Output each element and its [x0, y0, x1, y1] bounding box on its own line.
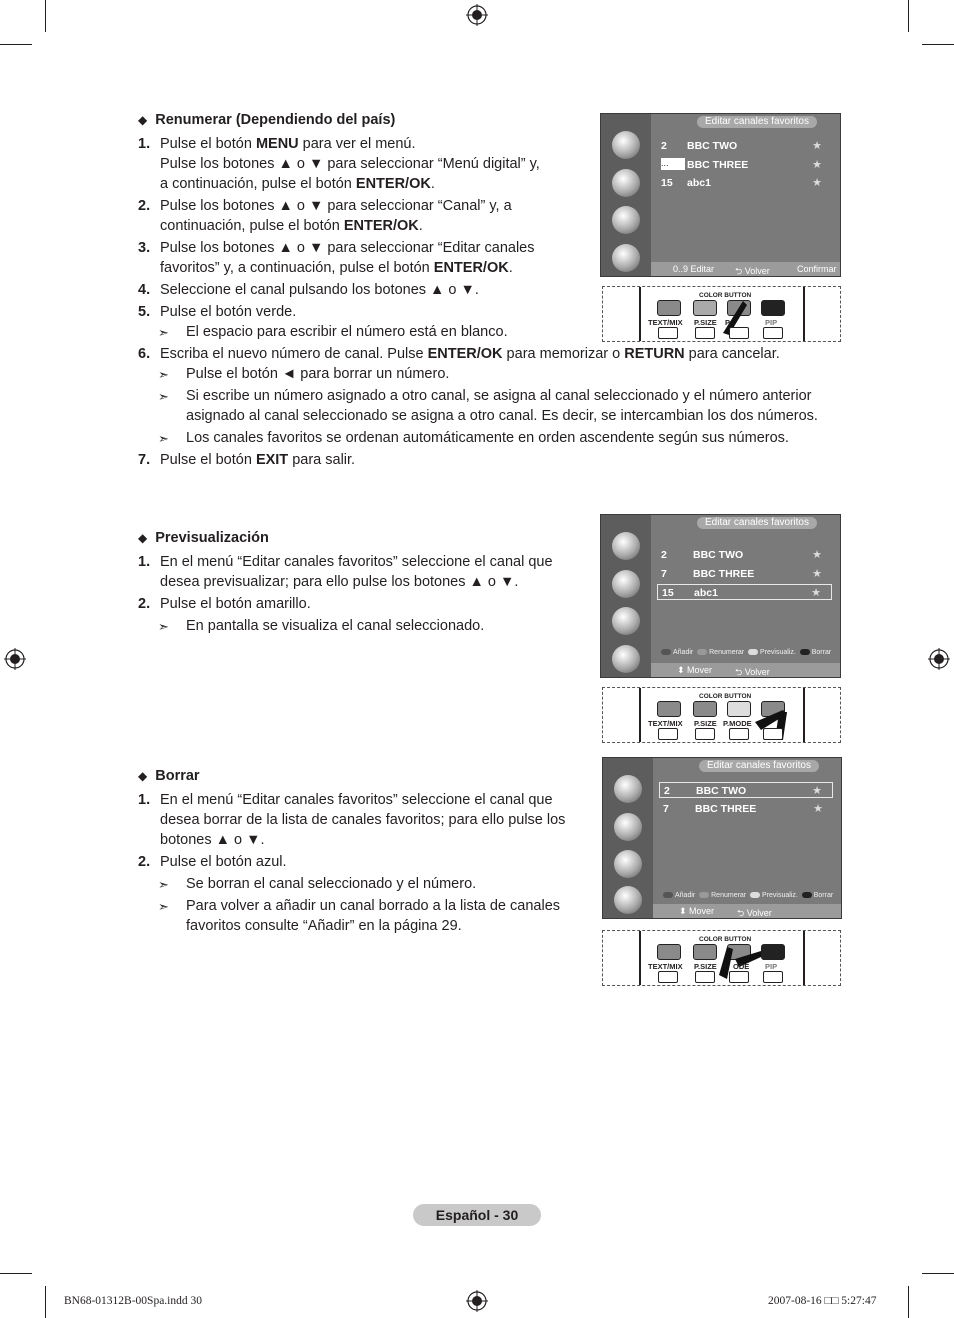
- red-button[interactable]: [657, 300, 681, 316]
- step: 1. En el menú “Editar canales favoritos” seleccione el canal que desea previsualizar; para ello pulse los botones ▲ o ▼.: [138, 554, 553, 590]
- tv-menu-screen: [600, 514, 841, 678]
- registration-mark-icon: [4, 648, 26, 670]
- picture-menu-icon: [614, 775, 642, 803]
- step: 5. Pulse el botón verde.: [138, 304, 297, 320]
- diamond-bullet-icon: ◆: [138, 531, 148, 545]
- channel-row[interactable]: ... BBC THREE ★: [661, 158, 822, 171]
- yellow-key-icon: [748, 649, 758, 655]
- setup-menu-icon: [612, 206, 640, 234]
- red-key-icon: [663, 892, 673, 898]
- note-arrow-icon: ➣: [158, 877, 169, 892]
- channel-row[interactable]: 7 BBC THREE ★: [663, 803, 823, 815]
- setup-menu-icon: [612, 607, 640, 635]
- star-icon: ★: [812, 549, 822, 561]
- color-legend: Añadir Renumerar Previsualiz. Borrar: [663, 892, 837, 899]
- crop-mark: [0, 44, 32, 45]
- channel-row-selected[interactable]: 15 abc1 ★: [657, 584, 832, 600]
- channel-row[interactable]: 7 BBC THREE ★: [661, 568, 822, 580]
- date-slug: 2007-08-16 □□ 5:27:47: [768, 1295, 877, 1307]
- remote-control-panel: COLOR BUTTON TEXT/MIX P.SIZE ODE PIP: [602, 930, 841, 986]
- note-arrow-icon: ➣: [158, 431, 169, 446]
- star-icon: ★: [813, 803, 823, 815]
- menu-footer: ⬍ Mover ⮌ Volver: [653, 904, 841, 918]
- channel-row[interactable]: 2 BBC TWO ★: [661, 549, 822, 561]
- note: ➣ Si escribe un número asignado a otro canal, se asigna al canal seleccionado y el número anterior asignado al canal seleccionado se asigna a otro canal. Es decir, se intercambian los dos números.: [158, 388, 818, 424]
- input-menu-icon: [614, 886, 642, 914]
- setup-menu-icon: [614, 850, 642, 878]
- step: 6. Escriba el nuevo número de canal. Pulse ENTER/OK para memorizar o RETURN para cancelar.: [138, 346, 780, 362]
- channel-row[interactable]: 15 abc1 ★: [661, 177, 822, 189]
- section-previsualizacion: [138, 528, 588, 636]
- sound-menu-icon: [614, 813, 642, 841]
- red-button[interactable]: [657, 944, 681, 960]
- star-icon: ★: [812, 140, 822, 152]
- note: ➣ En pantalla se visualiza el canal seleccionado.: [138, 616, 588, 636]
- step: 1. En el menú “Editar canales favoritos” seleccione el canal que desea borrar de la lista de canales favoritos; para ello pulse los botones ▲ o ▼.: [138, 792, 566, 848]
- crop-mark: [908, 0, 909, 32]
- color-legend: Añadir Renumerar Previsualiz. Borrar: [661, 649, 836, 656]
- blue-key-icon: [800, 649, 810, 655]
- blue-key-icon: [802, 892, 812, 898]
- note: ➣ Se borran el canal seleccionado y el número.: [138, 874, 588, 894]
- red-key-icon: [661, 649, 671, 655]
- note: ➣ Pulse el botón ◄ para borrar un número.: [138, 364, 858, 384]
- crop-mark: [922, 1273, 954, 1274]
- file-slug: BN68-01312B-00Spa.indd 30: [64, 1295, 202, 1307]
- section-heading: ◆ Previsualización: [138, 530, 269, 546]
- step: 1. Pulse el botón MENU para ver el menú. Pulse los botones ▲ o ▼ para seleccionar “Menú digital” y, a continuación, pulse el botón ENTER/OK.: [138, 136, 540, 192]
- section-heading: ◆ Borrar: [138, 768, 200, 784]
- step: 3. Pulse los botones ▲ o ▼ para seleccionar “Editar canales favoritos” y, a continuación, pulse el botón ENTER/OK.: [138, 240, 535, 276]
- note: ➣ Los canales favoritos se ordenan automáticamente en orden ascendente según sus números.: [138, 428, 858, 448]
- input-menu-icon: [612, 645, 640, 673]
- page-number-badge: Español - 30: [413, 1204, 541, 1226]
- crop-mark: [45, 0, 46, 32]
- crop-mark: [908, 1286, 909, 1318]
- crop-mark: [45, 1286, 46, 1318]
- step: 2. Pulse el botón amarillo.: [138, 596, 311, 612]
- step: 2. Pulse el botón azul.: [138, 854, 287, 870]
- yellow-button[interactable]: [727, 701, 751, 717]
- remote-control-panel: COLOR BUTTON TEXT/MIX P.SIZE P.MODE: [602, 687, 841, 743]
- remote-control-panel: COLOR BUTTON TEXT/MIX P.SIZE P. PIP: [602, 286, 841, 342]
- green-key-icon: [697, 649, 707, 655]
- registration-mark-icon: [928, 648, 950, 670]
- menu-footer: ⬍ Mover ⮌ Volver: [651, 663, 840, 677]
- note: ➣ Para volver a añadir un canal borrado a la lista de canales favoritos consulte “Añadir” en la página 29.: [158, 898, 561, 934]
- green-button[interactable]: [693, 944, 717, 960]
- section-heading: ◆ Renumerar (Dependiendo del país): [138, 112, 396, 128]
- star-icon: ★: [811, 587, 821, 599]
- red-button[interactable]: [657, 701, 681, 717]
- diamond-bullet-icon: ◆: [138, 113, 148, 127]
- menu-title: Editar canales favoritos: [697, 116, 817, 128]
- crop-mark: [922, 44, 954, 45]
- tv-menu-screen: [600, 113, 841, 277]
- note: ➣ El espacio para escribir el número está en blanco.: [138, 322, 858, 342]
- menu-sidebar: [603, 758, 653, 918]
- input-menu-icon: [612, 244, 640, 272]
- menu-footer: 0..9 Editar ⮌ Volver Confirmar: [651, 262, 840, 276]
- green-key-icon: [699, 892, 709, 898]
- diamond-bullet-icon: ◆: [138, 769, 148, 783]
- sound-menu-icon: [612, 570, 640, 598]
- note-arrow-icon: ➣: [158, 389, 169, 404]
- registration-mark-icon: [466, 4, 488, 26]
- note-arrow-icon: ➣: [158, 325, 169, 340]
- green-button[interactable]: [693, 300, 717, 316]
- step: 7. Pulse el botón EXIT para salir.: [138, 452, 356, 468]
- tv-menu-screen: [602, 757, 842, 919]
- channel-row-selected[interactable]: 2 BBC TWO ★: [659, 782, 833, 798]
- sound-menu-icon: [612, 169, 640, 197]
- note-arrow-icon: ➣: [158, 899, 169, 914]
- star-icon: ★: [812, 159, 822, 171]
- green-button[interactable]: [693, 701, 717, 717]
- menu-sidebar: [601, 114, 651, 276]
- step: 2. Pulse los botones ▲ o ▼ para seleccionar “Canal” y, a continuación, pulse el botón ENTER/OK.: [138, 198, 512, 234]
- star-icon: ★: [812, 568, 822, 580]
- menu-title: Editar canales favoritos: [699, 760, 819, 772]
- yellow-key-icon: [750, 892, 760, 898]
- menu-title: Editar canales favoritos: [697, 517, 817, 529]
- picture-menu-icon: [612, 131, 640, 159]
- crop-mark: [0, 1273, 32, 1274]
- star-icon: ★: [812, 785, 822, 797]
- blue-button[interactable]: [761, 300, 785, 316]
- section-borrar: [138, 766, 588, 936]
- channel-row[interactable]: 2 BBC TWO ★: [661, 140, 822, 152]
- registration-mark-icon: [466, 1290, 488, 1312]
- star-icon: ★: [812, 177, 822, 189]
- step: 4. Seleccione el canal pulsando los botones ▲ o ▼.: [138, 282, 479, 298]
- note-arrow-icon: ➣: [158, 367, 169, 382]
- picture-menu-icon: [612, 532, 640, 560]
- menu-sidebar: [601, 515, 651, 677]
- note-arrow-icon: ➣: [158, 619, 169, 634]
